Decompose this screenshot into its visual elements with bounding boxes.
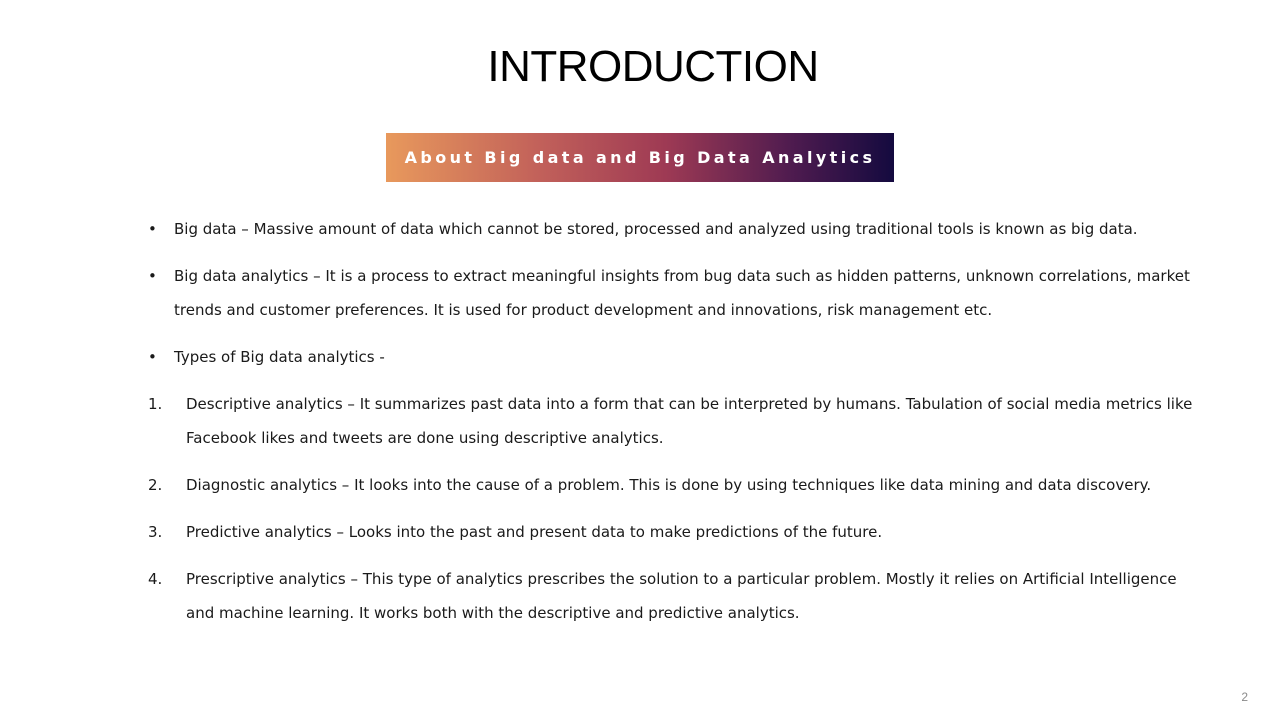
- numbered-text: Prescriptive analytics – This type of analytics prescribes the solution to a particular problem. Mostly it relies on Artificial Intelligence and machine learning. It works both with the descriptive and predictive analytics.: [186, 570, 1177, 622]
- slide-title: INTRODUCTION: [487, 42, 819, 91]
- slide-content: [148, 212, 1208, 643]
- bullet-marker: •: [148, 348, 157, 366]
- bullet-item: [148, 340, 1208, 374]
- bullet-text: Big data – Massive amount of data which cannot be stored, processed and analyzed using traditional tools is known as big data.: [174, 220, 1138, 238]
- number-marker: 3.: [148, 523, 163, 541]
- numbered-text: Descriptive analytics – It summarizes past data into a form that can be interpreted by humans. Tabulation of social media metrics like Facebook likes and tweets are done using descriptive analytics.: [186, 395, 1193, 447]
- numbered-text: Diagnostic analytics – It looks into the cause of a problem. This is done by using techniques like data mining and data discovery.: [186, 476, 1152, 494]
- bullet-item: [148, 212, 1208, 246]
- number-marker: 4.: [148, 570, 163, 588]
- numbered-item: [148, 387, 1208, 455]
- page-number: 2: [1241, 690, 1248, 704]
- numbered-item: [148, 515, 1208, 549]
- number-marker: 1.: [148, 395, 163, 413]
- bullet-marker: •: [148, 267, 157, 285]
- number-marker: 2.: [148, 476, 163, 494]
- bullet-text: Types of Big data analytics -: [174, 348, 385, 366]
- banner-text: About Big data and Big Data Analytics: [404, 148, 876, 167]
- bullet-marker: •: [148, 220, 157, 238]
- bullet-text: Big data analytics – It is a process to extract meaningful insights from bug data such as hidden patterns, unknown correlations, market trends and customer preferences. It is used for product development and innovations, risk management etc.: [174, 267, 1190, 319]
- numbered-item: [148, 468, 1208, 502]
- numbered-text: Predictive analytics – Looks into the past and present data to make predictions of the future.: [186, 523, 883, 541]
- numbered-item: [148, 562, 1208, 630]
- bullet-item: [148, 259, 1208, 327]
- section-banner: [386, 133, 894, 182]
